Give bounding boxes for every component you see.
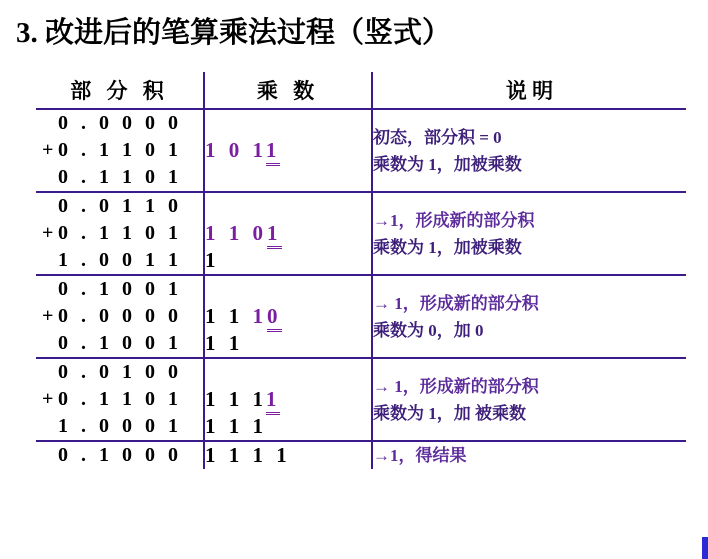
pp-line: + 0 . 1 1 0 1 (42, 139, 182, 161)
header-note: 说 明 (372, 72, 686, 109)
table-row (36, 441, 686, 469)
note-cell (372, 192, 686, 275)
note-line: → 1，形成新的部分积 (373, 376, 539, 396)
table-row (36, 358, 686, 441)
multiplication-table (36, 72, 686, 469)
table-row (36, 109, 686, 192)
multiplier-cell (204, 441, 372, 469)
note-line: 乘数为 0，加 0 (373, 320, 484, 340)
spacer (205, 193, 371, 220)
pp-line: 0 . 1 0 0 0 (58, 444, 182, 466)
spacer (205, 359, 371, 386)
spacer (205, 164, 371, 191)
table-row (36, 275, 686, 358)
multiplier-cell (204, 109, 372, 192)
table-row (36, 192, 686, 275)
note-line: 初态，部分积 = 0 (373, 127, 502, 147)
multiplier-line: 1 1 1 1 (205, 443, 291, 467)
partial-product-cell (36, 109, 204, 192)
pp-line: 1 . 0 0 0 1 (58, 415, 182, 437)
slide-number: 3. (16, 17, 38, 49)
corner-marker (702, 537, 708, 559)
pp-line: 0 . 1 1 0 1 (58, 166, 182, 188)
spacer (205, 110, 371, 137)
slide-title-text: 改进后的笔算乘法过程（竖式） (45, 17, 452, 49)
note-cell (372, 358, 686, 441)
header-multiplier: 乘 数 (204, 72, 372, 109)
multiplier-line: 1 1 1 (205, 414, 267, 438)
pp-line: 0 . 0 1 1 0 (58, 195, 182, 217)
multiplier-cell (204, 275, 372, 358)
note-line: 乘数为 1，加被乘数 (373, 237, 522, 257)
pp-line: 0 . 1 0 0 1 (58, 278, 182, 300)
multiplier-cell (204, 192, 372, 275)
pp-line: + 0 . 0 0 0 0 (42, 305, 182, 327)
note-line: 乘数为 1，加被乘数 (373, 154, 522, 174)
pp-line: 0 . 0 1 0 0 (58, 361, 182, 383)
multiplier-line: 1 1 (205, 331, 244, 355)
note-line: →1，形成新的部分积 (373, 210, 535, 230)
note-cell (372, 109, 686, 192)
note-cell (372, 275, 686, 358)
pp-line: 0 . 1 0 0 1 (58, 332, 182, 354)
note-line: 乘数为 1，加 被乘数 (373, 403, 526, 423)
partial-product-cell (36, 192, 204, 275)
pp-line: + 0 . 1 1 0 1 (42, 222, 182, 244)
spacer (205, 276, 371, 303)
multiplier-line: 1 0 11 (205, 137, 371, 164)
note-cell (372, 441, 686, 469)
table-header-row (36, 72, 686, 109)
pp-line: + 0 . 1 1 0 1 (42, 388, 182, 410)
partial-product-cell (36, 358, 204, 441)
note-line: →1，得结果 (373, 446, 467, 465)
partial-product-cell (36, 275, 204, 358)
multiplier-cell (204, 358, 372, 441)
multiplier-line: 1 1 10 (205, 303, 371, 330)
multiplier-line: 1 1 11 (205, 386, 371, 413)
pp-line: 1 . 0 0 1 1 (58, 249, 182, 271)
pp-line: 0 . 0 0 0 0 (58, 112, 182, 134)
header-partial-product: 部 分 积 (36, 72, 204, 109)
partial-product-cell (36, 441, 204, 469)
multiplier-line: 1 1 01 (205, 220, 371, 247)
note-line: → 1，形成新的部分积 (373, 293, 539, 313)
multiplier-line: 1 (205, 248, 220, 272)
page-title (16, 10, 451, 51)
